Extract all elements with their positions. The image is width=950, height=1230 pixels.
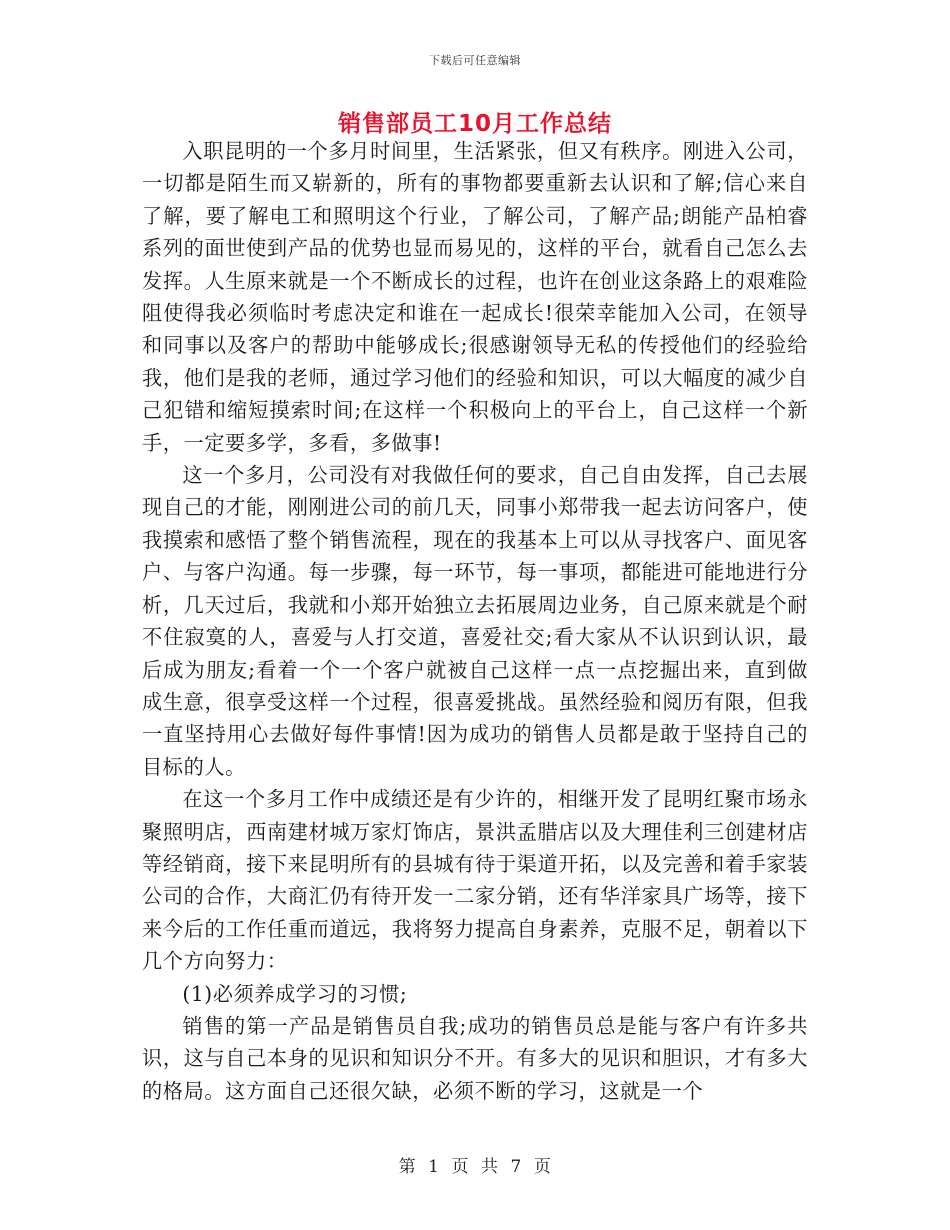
paragraph: 销售的第一产品是销售员自我;成功的销售员总是能与客户有许多共识，这与自己本身的见识和知识分不开。有多大的见识和胆识，才有多大的格局。这方面自己还很欠缺，必须不断的学习，这就是一个: [142, 1013, 808, 1103]
footer-page-word: 页: [451, 1157, 469, 1177]
total-pages-number: 7: [510, 1157, 522, 1177]
header-note: 下载后可任意编辑: [429, 54, 521, 67]
paragraph: 入职昆明的一个多月时间里，生活紧张，但又有秩序。刚进入公司，一切都是陌生而又崭新的，所有的事物都要重新去认识和了解;信心来自了解，要了解电工和照明这个行业，了解公司，了解产品;朗能产品柏睿系列的面世使到产品的优势也显而易见的，这样的平台，就看自己怎么去发挥。人生原来就是一个不断成长的过程，也许在创业这条路上的艰难险阻使得我必须临时考虑决定和谁在一起成长!很荣幸能加入公司，在领导和同事以及客户的帮助中能够成长;很感谢领导无私的传授他们的经验给我，他们是我的老师，通过学习他们的经验和知识，可以大幅度的减少自己犯错和缩短摸索时间;在这样一个积极向上的平台上，自己这样一个新手，一定要多学，多看，多做事!: [142, 139, 808, 455]
footer-prefix: 第: [398, 1157, 417, 1177]
document-body: [142, 135, 808, 1107]
paragraph: 在这一个多月工作中成绩还是有少许的，相继开发了昆明红聚市场永聚照明店，西南建材城万家灯饰店，景洪孟腊店以及大理佳利三创建材店等经销商，接下来昆明所有的县城有待于渠道开拓，以及完善和着手家装公司的合作，大商汇仍有待开发一二家分销，还有华洋家具广场等，接下来今后的工作任重而道远，我将努力提高自身素养，克服不足，朝着以下几个方向努力：: [142, 787, 808, 974]
footer-total-prefix: 共: [481, 1157, 499, 1177]
footer-suffix: 页: [533, 1157, 552, 1177]
current-page-number: 1: [428, 1157, 440, 1177]
list-item: (1)必须养成学习的习惯;: [182, 981, 408, 1006]
paragraph: 这一个多月，公司没有对我做任何的要求，自己自由发挥，自己去展现自己的才能，刚刚进公司的前几天，同事小郑带我一起去访问客户，使我摸索和感悟了整个销售流程，现在的我基本上可以从寻找客户、面见客户、与客户沟通。每一步骤，每一环节，每一事项，都能进可能地进行分析，几天过后，我就和小郑开始独立去拓展周边业务，自己原来就是个耐不住寂寞的人，喜爱与人打交道，喜爱社交;看大家从不认识到认识，最后成为朋友;看着一个一个客户就被自己这样一点一点挖掘出来，直到做成生意，很享受这样一个过程，很喜爱挑战。虽然经验和阅历有限，但我一直坚持用心去做好每件事情!因为成功的销售人员都是敢于坚持自己的目标的人。: [142, 463, 808, 779]
page-footer: [0, 1152, 950, 1177]
document-title: 销售部员工10月工作总结: [337, 111, 612, 137]
